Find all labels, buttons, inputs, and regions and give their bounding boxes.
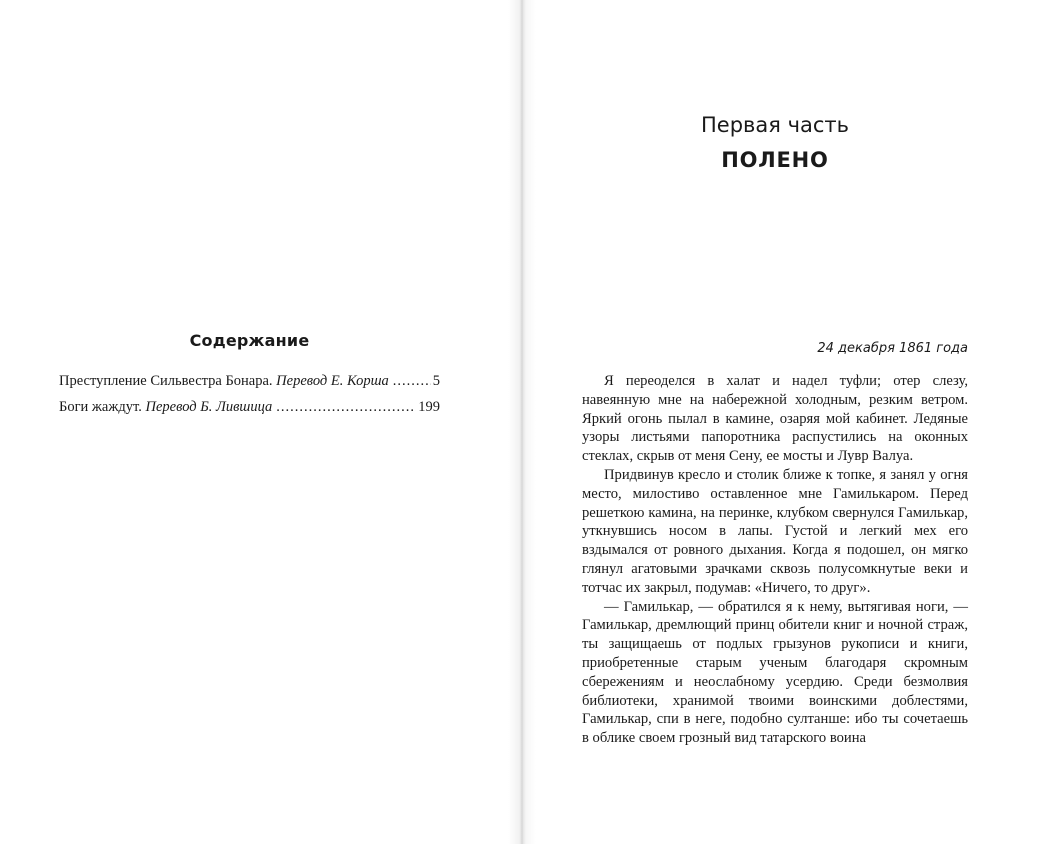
- dot-leader: [393, 371, 431, 391]
- date-line: 24 декабря 1861 года: [817, 341, 968, 356]
- part-label: Первая часть: [700, 113, 850, 137]
- contents-entry: [59, 397, 440, 423]
- dot-leader: [276, 397, 416, 417]
- paragraph: Я переоделся в халат и надел туфли; отер слезу, навеянную мне на набережной холодным, резким ветром. Яркий огонь пылал в камине, озаряя мой кабинет. Ледяные узоры листьями папоротника распустились на оконных стеклах, скрыв от меня Сену, ее мосты и Лувр Валуа.: [582, 373, 968, 465]
- entry-title: Преступление Сильвестра Бонара.: [59, 373, 273, 389]
- contents-heading: Содержание: [189, 331, 310, 350]
- contents-list: [59, 371, 440, 423]
- body-text: [582, 372, 968, 748]
- entry-page-number: 199: [418, 399, 440, 415]
- part-title: ПОЛЕНО: [721, 148, 829, 172]
- contents-entry: [59, 371, 440, 397]
- entry-translator: Перевод Е. Корша: [276, 373, 389, 389]
- entry-page-number: 5: [432, 373, 440, 389]
- paragraph: — Гамилькар, — обратился я к нему, вытягивая ноги, — Гамилькар, дремлющий принц обители книг и ночной страж, ты защищаешь от подлых грызунов рукописи и книги, приобретенные старым ученым благодаря скромным сбережениям и неослабному усердию. Среди безмолвия библиотеки, хранимой твоими воинскими доблестями, Гамилькар, спи в неге, подобно султанше: ибо ты сочетаешь в облике своем грозный вид татарского воина: [582, 598, 968, 747]
- paragraph: Придвинув кресло и столик ближе к топке, я занял у огня место, милостиво оставленное мне Гамилькаром. Перед решеткою камина, на перинке, клубком свернулся Гамилькар, уткнувшись носом в лапы. Густой и легкий мех его вздымался от ровного дыхания. Когда я подошел, он мягко глянул агатовыми зрачками сквозь полусомкнутые веки и тотчас их закрыл, подумав: «Ничего, то друг».: [582, 466, 968, 596]
- left-page: [0, 0, 521, 844]
- entry-translator: Перевод Б. Лившица: [145, 399, 273, 415]
- entry-title: Боги жаждут.: [59, 399, 142, 415]
